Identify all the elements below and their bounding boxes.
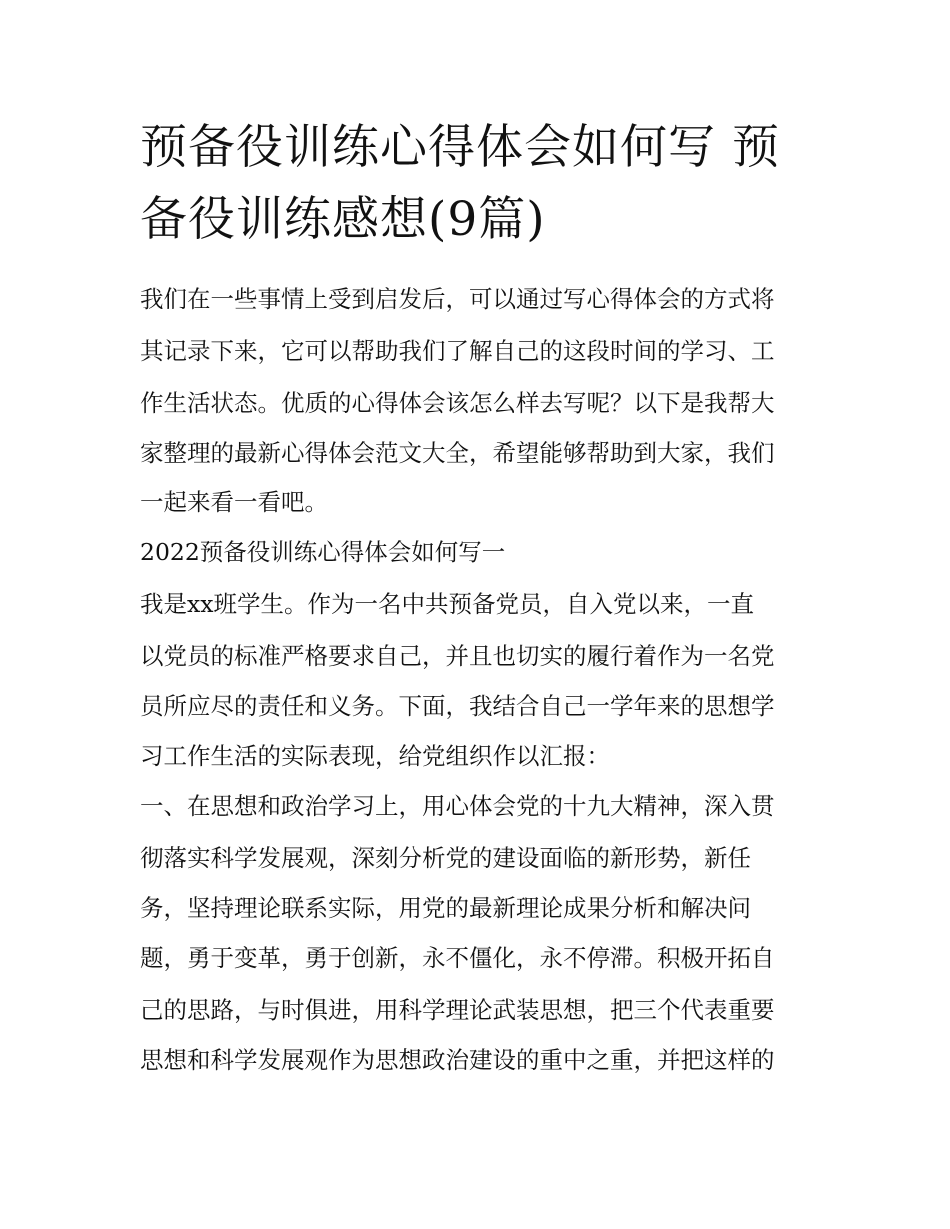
body-line: 员所应尽的责任和义务。下面，我结合自己一学年来的思想学 xyxy=(140,692,775,720)
body-line: 思想和科学发展观作为思想政治建设的重中之重，并把这样的 xyxy=(140,1046,775,1074)
section-heading: 2022预备役训练心得体会如何写一 xyxy=(140,538,506,566)
body-line: 己的思路，与时俱进，用科学理论武装思想，把三个代表重要 xyxy=(140,996,775,1024)
body-line: 家整理的最新心得体会范文大全，希望能够帮助到大家，我们 xyxy=(140,439,775,467)
body-line: 作生活状态。优质的心得体会该怎么样去写呢？以下是我帮大 xyxy=(140,389,775,417)
body-line: 习工作生活的实际表现，给党组织作以汇报： xyxy=(140,742,610,770)
title-line: 预备役训练心得体会如何写 预 xyxy=(140,120,780,175)
body-line: 务，坚持理论联系实际，用党的最新理论成果分析和解决问 xyxy=(140,894,751,922)
body-line: 其记录下来，它可以帮助我们了解自己的这段时间的学习、工 xyxy=(140,337,775,365)
document-title xyxy=(140,112,830,256)
body-line: 以党员的标准严格要求自己，并且也切实的履行着作为一名党 xyxy=(140,642,775,670)
title-line: 备役训练感想(9篇) xyxy=(140,192,546,247)
body-line: 题，勇于变革，勇于创新，永不僵化，永不停滞。积极开拓自 xyxy=(140,944,775,972)
body-line: 一、在思想和政治学习上，用心体会党的十九大精神，深入贯 xyxy=(140,792,775,820)
body-line: 一起来看一看吧。 xyxy=(140,488,328,516)
body-line: 我们在一些事情上受到启发后，可以通过写心得体会的方式将 xyxy=(140,285,775,313)
body-line: 我是xx班学生。作为一名中共预备党员，自入党以来，一直 xyxy=(140,590,755,618)
body-line: 彻落实科学发展观，深刻分析党的建设面临的新形势，新任 xyxy=(140,844,751,872)
